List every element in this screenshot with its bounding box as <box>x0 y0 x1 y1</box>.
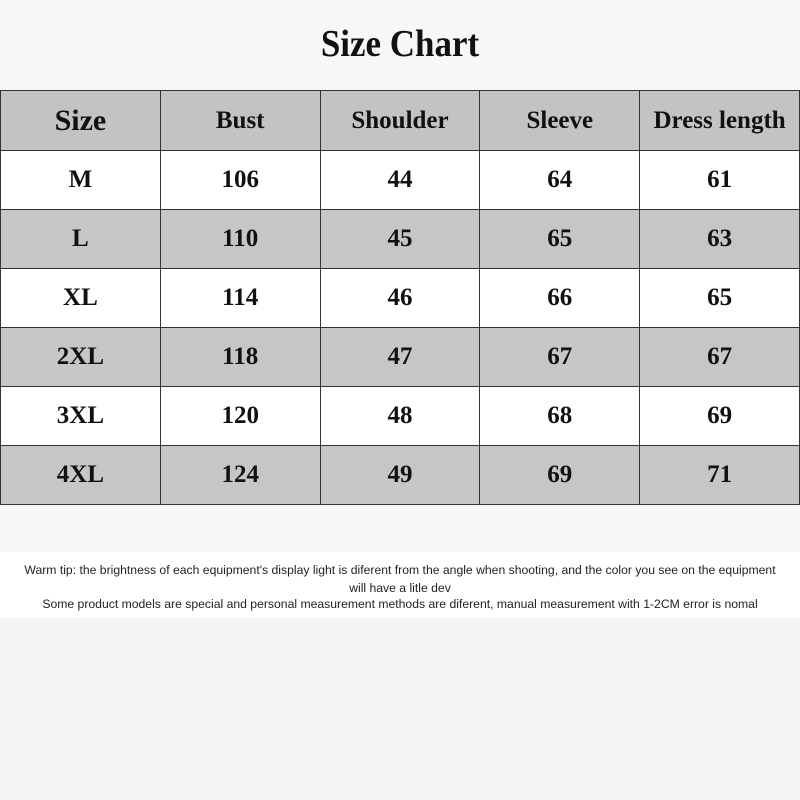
size-chart-table <box>0 90 800 505</box>
cell-shoulder: 45 <box>320 210 480 269</box>
cell-bust: 106 <box>160 151 320 210</box>
cell-bust: 120 <box>160 387 320 446</box>
table-row <box>1 328 800 387</box>
table-row <box>1 151 800 210</box>
cell-size: 3XL <box>1 387 161 446</box>
tip-line-2: Some product models are special and personal measurement methods are diferent, manual measurement with 1-2CM error is nomal <box>42 597 758 611</box>
cell-dress-length: 67 <box>640 328 800 387</box>
cell-dress-length: 63 <box>640 210 800 269</box>
table-header-row <box>1 91 800 151</box>
cell-size: 4XL <box>1 446 161 505</box>
cell-shoulder: 46 <box>320 269 480 328</box>
cell-shoulder: 47 <box>320 328 480 387</box>
cell-sleeve: 66 <box>480 269 640 328</box>
table-row <box>1 210 800 269</box>
cell-shoulder: 48 <box>320 387 480 446</box>
table-row <box>1 446 800 505</box>
cell-sleeve: 68 <box>480 387 640 446</box>
cell-sleeve: 65 <box>480 210 640 269</box>
cell-sleeve: 64 <box>480 151 640 210</box>
spacer <box>0 508 800 552</box>
title-band <box>0 0 800 90</box>
cell-dress-length: 65 <box>640 269 800 328</box>
tip-line-1: Warm tip: the brightness of each equipment's display light is diferent from the angle when shooting, and the color you see on the equipment will have a litle dev <box>24 563 776 595</box>
cell-size: XL <box>1 269 161 328</box>
cell-shoulder: 44 <box>320 151 480 210</box>
cell-size: M <box>1 151 161 210</box>
header-shoulder: Shoulder <box>320 91 480 151</box>
cell-bust: 118 <box>160 328 320 387</box>
cell-shoulder: 49 <box>320 446 480 505</box>
page-title: Size Chart <box>320 23 480 65</box>
header-sleeve: Sleeve <box>480 91 640 151</box>
cell-bust: 110 <box>160 210 320 269</box>
table-row <box>1 387 800 446</box>
table-row <box>1 269 800 328</box>
tips-box <box>0 552 800 618</box>
cell-bust: 114 <box>160 269 320 328</box>
header-size: Size <box>1 91 161 151</box>
cell-size: L <box>1 210 161 269</box>
bottom-area <box>0 618 800 800</box>
header-bust: Bust <box>160 91 320 151</box>
header-dress-length: Dress length <box>640 91 800 151</box>
cell-sleeve: 67 <box>480 328 640 387</box>
cell-dress-length: 69 <box>640 387 800 446</box>
cell-bust: 124 <box>160 446 320 505</box>
cell-sleeve: 69 <box>480 446 640 505</box>
cell-dress-length: 71 <box>640 446 800 505</box>
cell-size: 2XL <box>1 328 161 387</box>
cell-dress-length: 61 <box>640 151 800 210</box>
